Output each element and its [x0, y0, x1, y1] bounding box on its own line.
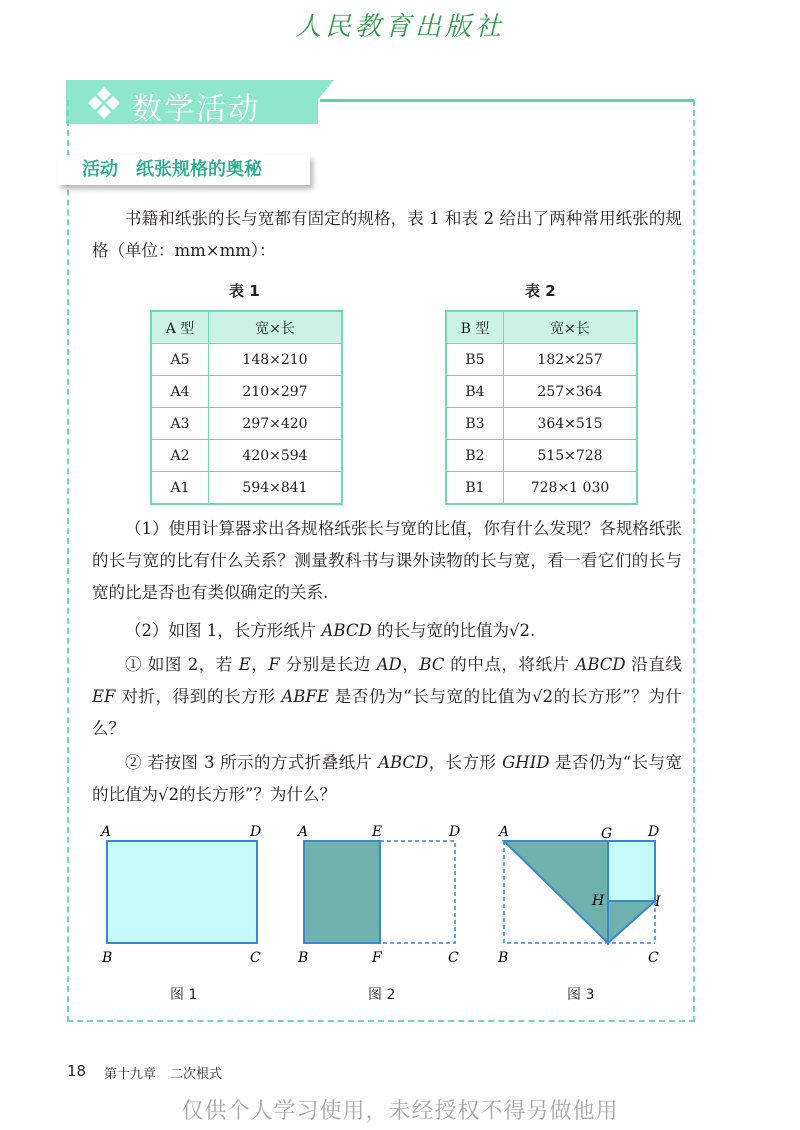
fig2-label-e: E [372, 824, 383, 840]
table2-cell: B4 [446, 376, 504, 408]
publisher-logo: 人民教育出版社 [294, 12, 505, 42]
q21-math: AD [376, 655, 402, 674]
fig2-label-a: A [298, 824, 309, 840]
fig2-folded-half [304, 841, 380, 943]
q21-text: 沿直线 [625, 655, 683, 674]
table1-header-size: 宽×长 [209, 311, 343, 344]
watermark-text: 仅供个人学习使用，未经授权不得另做他用 [181, 1099, 619, 1124]
table1-cell: 210×297 [209, 376, 343, 408]
q22-math: GHID [502, 753, 550, 772]
chapter-title: 二次根式 [170, 1067, 223, 1082]
table2-cell: B5 [446, 344, 504, 376]
fig2-label-c: C [448, 950, 459, 966]
activity-label: 活动 [82, 159, 118, 180]
fig3-label-i: I [655, 894, 661, 910]
fig1-label-c: C [250, 950, 261, 966]
q21-math: F [268, 655, 280, 674]
fig1-label-d: D [250, 824, 262, 840]
q22-text: ，长方形 [428, 753, 503, 772]
table1-cell: A1 [151, 472, 209, 505]
table1-cell: A3 [151, 408, 209, 440]
fig1-caption: 图 1 [170, 987, 198, 1003]
table2-cell: 182×257 [504, 344, 638, 376]
table2-cell: 728×1 030 [504, 472, 638, 505]
intro-paragraph: 书籍和纸张的长与宽都有固定的规格，表 1 和表 2 给出了两种常用纸张的规格（单位：mm×mm）： [92, 209, 682, 260]
fig2-dashed-outline [380, 841, 455, 943]
q22-math: ABCD [378, 753, 429, 772]
fig3-label-g: G [601, 826, 613, 842]
table2-cell: 364×515 [504, 408, 638, 440]
q22-text: 是否仍为“长与宽的比值为√2的长方形”？为什么？ [92, 753, 683, 804]
fig3-folded-triangle [504, 841, 608, 943]
chapter-number: 第十九章 [104, 1067, 157, 1082]
section-title: 数学活动 [132, 92, 260, 127]
q2-text: （2）如图 1，长方形纸片 [125, 621, 322, 640]
table1-cell: A4 [151, 376, 209, 408]
table2-header-type: B 型 [446, 311, 504, 344]
table1-cell: 297×420 [209, 408, 343, 440]
fig2-label-d: D [449, 824, 461, 840]
table2-cell: B3 [446, 408, 504, 440]
fig3-caption: 图 3 [567, 987, 595, 1003]
table2-cell: B1 [446, 472, 504, 505]
table2-cell: 257×364 [504, 376, 638, 408]
q21-text: 分别是长边 [279, 655, 377, 674]
fig2-caption: 图 2 [368, 987, 396, 1003]
fig3-label-b: B [498, 950, 509, 966]
fig3-label-a: A [499, 824, 510, 840]
fig3-small-triangle [608, 901, 655, 943]
q22-text: ② 若按图 3 所示的方式折叠纸片 [125, 753, 379, 772]
chapter-info [104, 1063, 236, 1082]
q21-text: ， [401, 655, 420, 674]
q21-text: 是否仍为“长与宽的比值为√2的长方形”？为什么？ [92, 687, 682, 738]
fig1-label-b: B [102, 950, 113, 966]
table1-cell: A2 [151, 440, 209, 472]
q2-math: ABCD [321, 621, 372, 640]
table1-cell: 148×210 [209, 344, 343, 376]
table2-cell: B2 [446, 440, 504, 472]
q21-math: E [238, 655, 251, 674]
q21-math: ABFE [281, 687, 329, 706]
page-number: 18 [67, 1062, 87, 1080]
q21-math: EF [92, 687, 116, 706]
activity-title: 纸张规格的奥秘 [136, 159, 262, 180]
fig2-label-b: B [298, 950, 309, 966]
table1-caption: 表 1 [229, 282, 260, 300]
fig1-rectangle [107, 841, 257, 943]
question-1: （1）使用计算器求出各规格纸张长与宽的比值，你有什么发现？各规格纸张的长与宽的比有什么关系？测量教科书与课外读物的长与宽，看一看它们的长与宽的比是否也有类似确定的关系. [92, 519, 682, 602]
fig3-label-h: H [592, 893, 605, 909]
q21-text: ① 如图 2，若 [125, 655, 239, 674]
q21-text: 的中点，将纸片 [444, 655, 576, 674]
table1-cell: 594×841 [209, 472, 343, 505]
fig3-label-d: D [648, 824, 660, 840]
fig1-label-a: A [101, 824, 112, 840]
table1-cell: A5 [151, 344, 209, 376]
fig2-label-f: F [372, 950, 382, 966]
q21-math: BC [419, 655, 445, 674]
q21-math: ABCD [575, 655, 626, 674]
fig3-rectangle-ghid [608, 841, 655, 901]
table1-cell: 420×594 [209, 440, 343, 472]
q21-text: ， [250, 655, 269, 674]
fig3-label-c: C [648, 950, 659, 966]
table2-header-size: 宽×长 [504, 311, 638, 344]
table2-cell: 515×728 [504, 440, 638, 472]
q21-text: 对折，得到的长方形 [115, 687, 282, 706]
q2-text: 的长与宽的比值为√2. [371, 621, 536, 640]
table2-caption: 表 2 [525, 282, 556, 300]
table1-header-type: A 型 [151, 311, 209, 344]
